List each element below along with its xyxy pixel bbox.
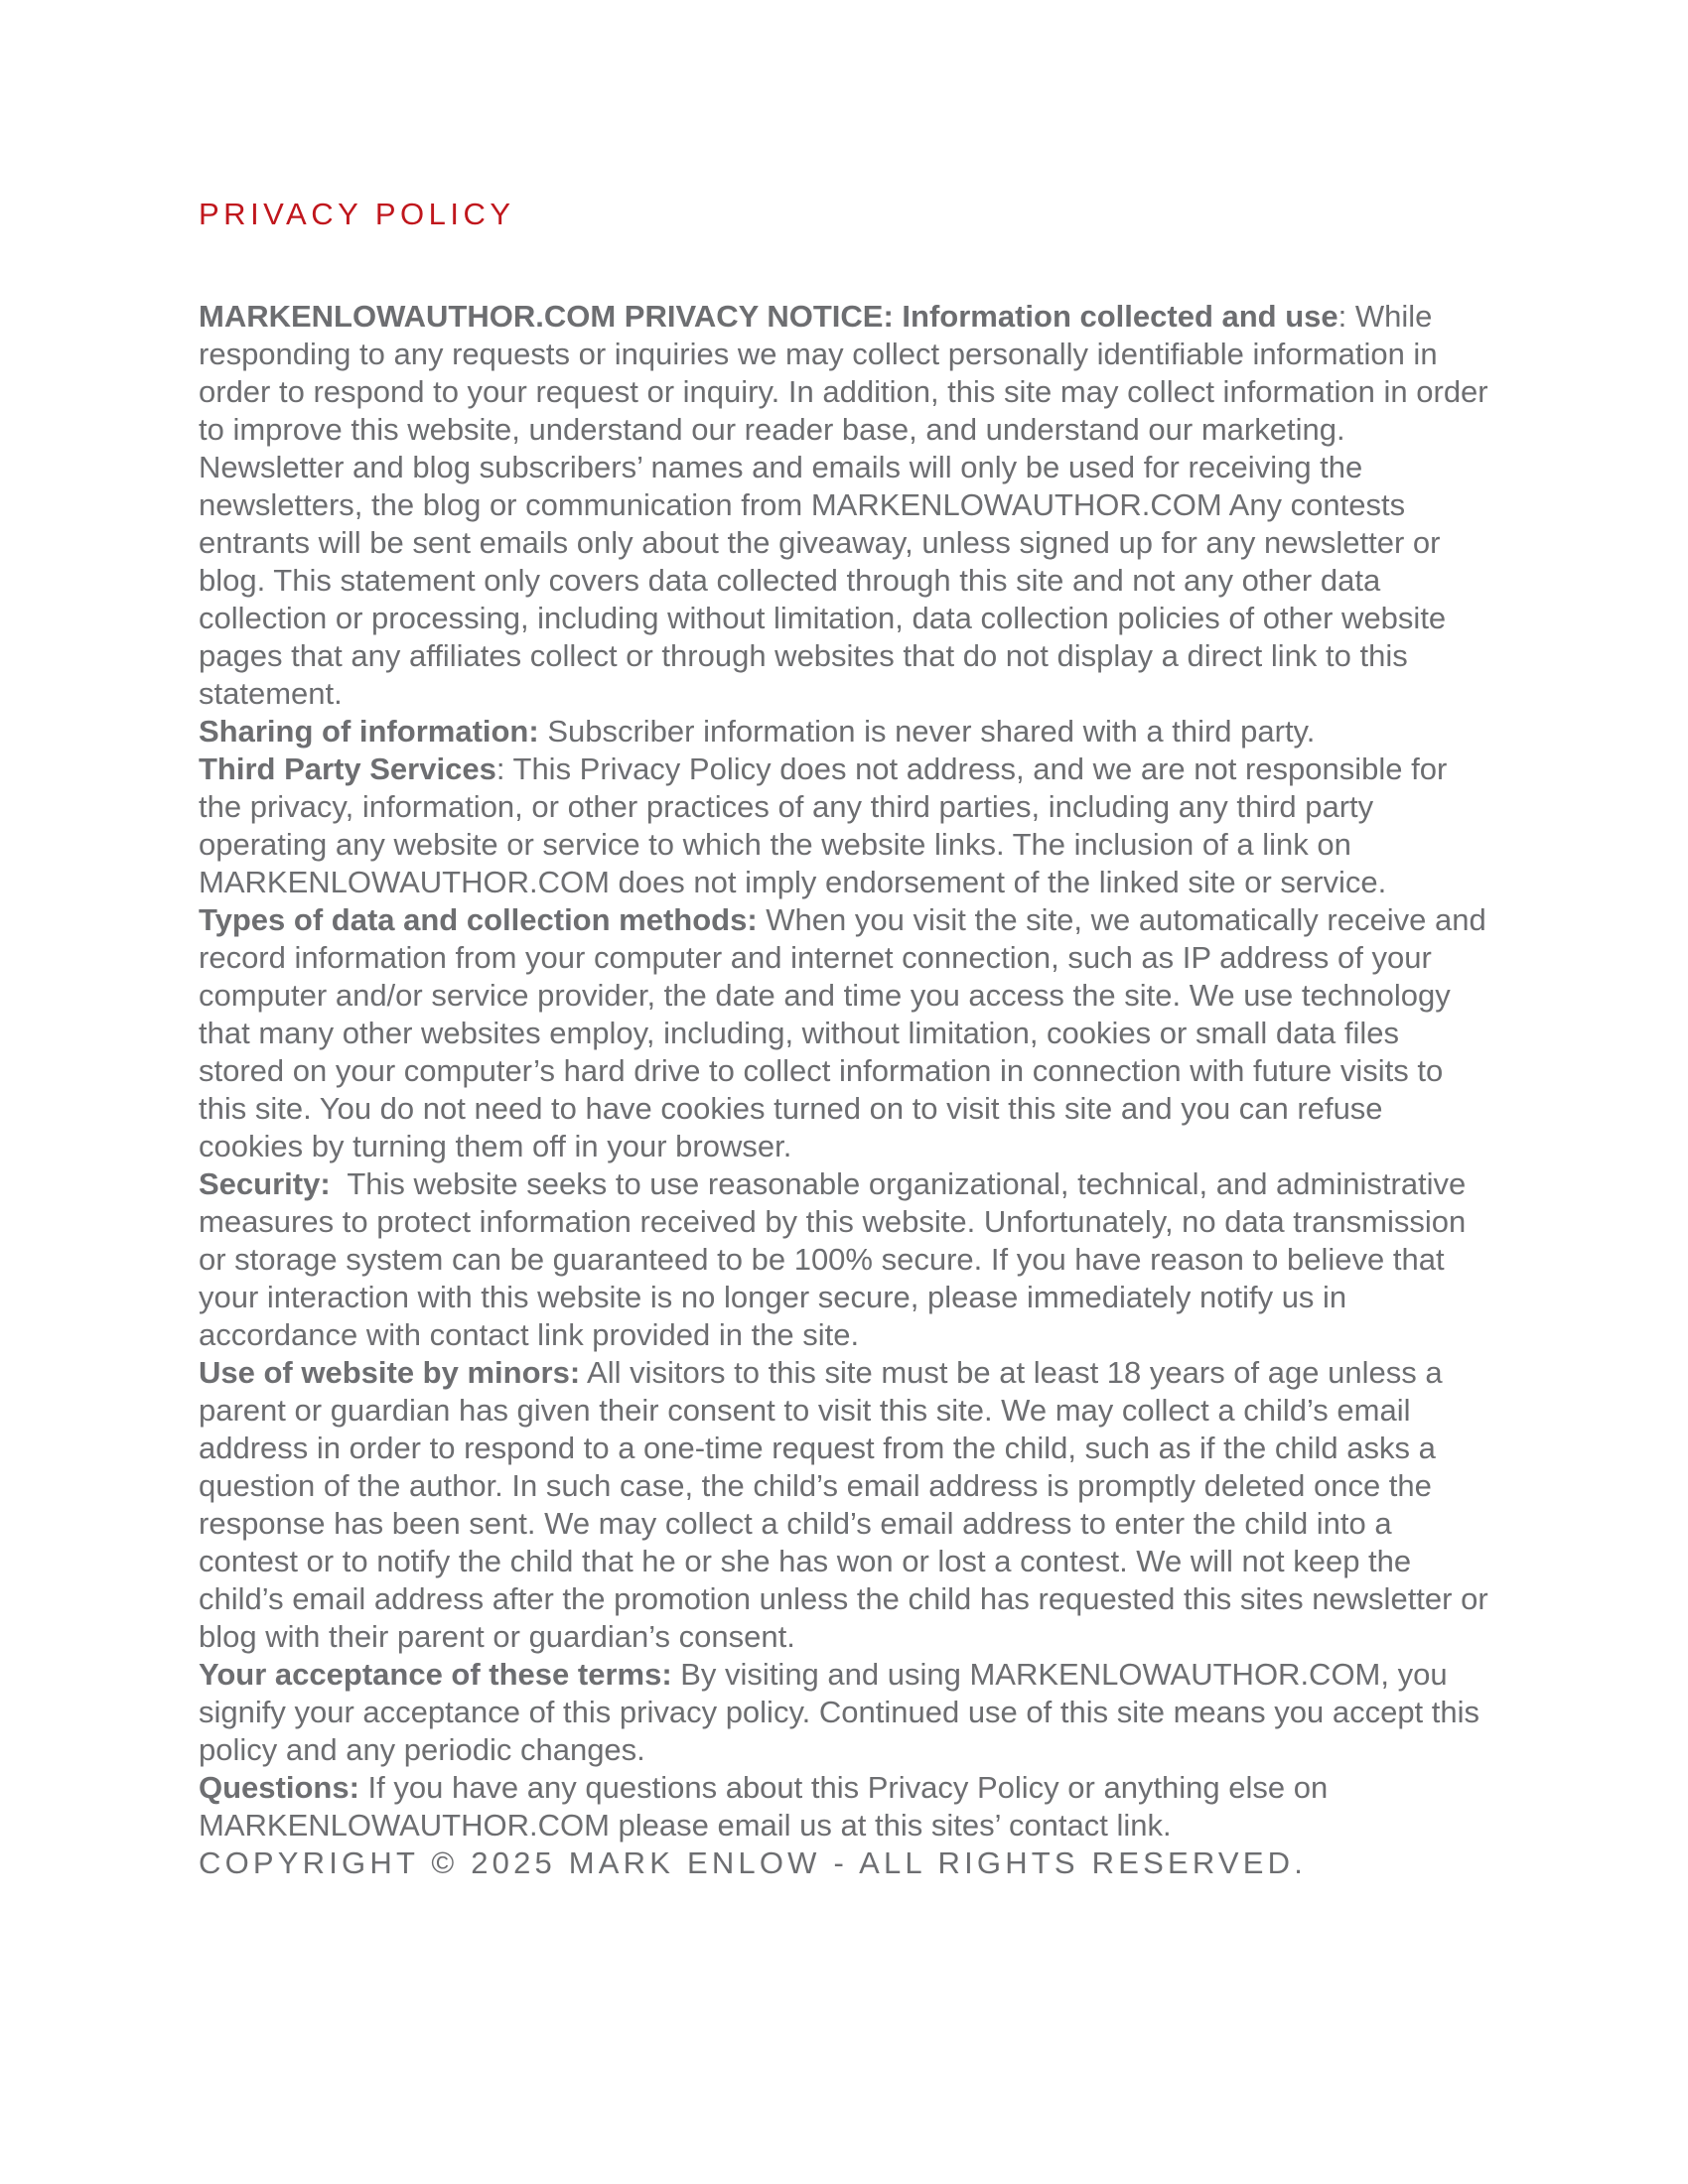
section-separator: :: [495, 751, 505, 786]
section-text: This website seeks to use reasonable organizational, technical, and administrative measures to protect information received by this website. Unfortunately, no data transmission or storage system can be guaranteed to be 100% secure. If you have reason to believe that your interaction with this website is no longer secure, please immediately notify us in accordance with contact link provided in the site.: [199, 1166, 1475, 1352]
page-title: PRIVACY POLICY: [199, 197, 515, 231]
section-sharing: [199, 713, 1331, 751]
section-text: While responding to any requests or inquiries we may collect personally identifiable information in order to respond to your request or inquiry. In addition, this site may collect information in order to improve this website, understand our reader base, and understand our marketing. Newsletter and blog subscribers’ names and emails will only be used for receiving the newsletters, the blog or communication from MARKENLOWAUTHOR.COM Any contests entrants will be sent emails only about the giveaway, unless signed up for any newsletter or blog. This statement only covers data collected through this site and not any other data collection or processing, including without limitation, data collection policies of other website pages that any affiliates collect or through websites that do not display a direct link to this statement.: [199, 299, 1488, 711]
section-security: [199, 1165, 1489, 1354]
section-heading: MARKENLOWAUTHOR.COM PRIVACY NOTICE: Information collected and use: [199, 299, 1338, 334]
section-acceptance: [199, 1656, 1489, 1769]
copyright-notice: COPYRIGHT © 2025 MARK ENLOW - ALL RIGHTS RESERVED.: [199, 1845, 1308, 1880]
section-text: When you visit the site, we automatically receive and record information from your computer and internet connection, such as IP address of your computer and/or service provider, the date and time you access the site. We use technology that many other websites employ, including, without limitation, cookies or small data files stored on your computer’s hard drive to collect information in connection with future visits to this site. You do not need to have cookies turned on to visit this site and you can refuse cookies by turning them off in your browser.: [199, 902, 1486, 1163]
section-information-collected: [199, 298, 1489, 713]
section-text: By visiting and using MARKENLOWAUTHOR.COM, you signify your acceptance of this privacy policy. Continued use of this site means you accept this policy and any periodic changes.: [199, 1657, 1480, 1767]
section-text: Subscriber information is never shared with a third party.: [538, 714, 1316, 749]
section-questions: [199, 1769, 1489, 1844]
section-heading: Types of data and collection methods:: [199, 902, 758, 937]
section-heading: Use of website by minors:: [199, 1355, 581, 1390]
section-text: All visitors to this site must be at least 18 years of age unless a parent or guardian has given their consent to visit this site. We may collect a child’s email address in order to respond to a one-time request from the child, such as if the child asks a question of the author. In such case, the child’s email address is promptly deleted once the response has been sent. We may collect a child’s email address to enter the child into a contest or to notify the child that he or she has won or lost a contest. We will not keep the child’s email address after the promotion unless the child has requested this sites newsletter or blog with their parent or guardian’s consent.: [199, 1355, 1488, 1654]
section-heading: Sharing of information:: [199, 714, 539, 749]
section-text: If you have any questions about this Privacy Policy or anything else on MARKENLOWAUTHOR.COM please email us at this sites’ contact link.: [199, 1770, 1329, 1843]
policy-body: [199, 298, 1489, 1882]
section-third-party: [199, 751, 1489, 901]
section-text: This Privacy Policy does not address, and we are not responsible for the privacy, information, or other practices of any third parties, including any third party operating any website or service to which the website links. The inclusion of a link on MARKENLOWAUTHOR.COM does not imply endorsement of the linked site or service.: [199, 751, 1448, 899]
section-heading: Security:: [199, 1166, 331, 1201]
section-heading: Third Party Services: [199, 751, 496, 786]
section-heading: Questions:: [199, 1770, 359, 1805]
section-data-types: [199, 901, 1489, 1165]
section-separator: :: [1337, 299, 1347, 334]
section-heading: Your acceptance of these terms:: [199, 1657, 672, 1692]
section-minors: [199, 1354, 1489, 1656]
